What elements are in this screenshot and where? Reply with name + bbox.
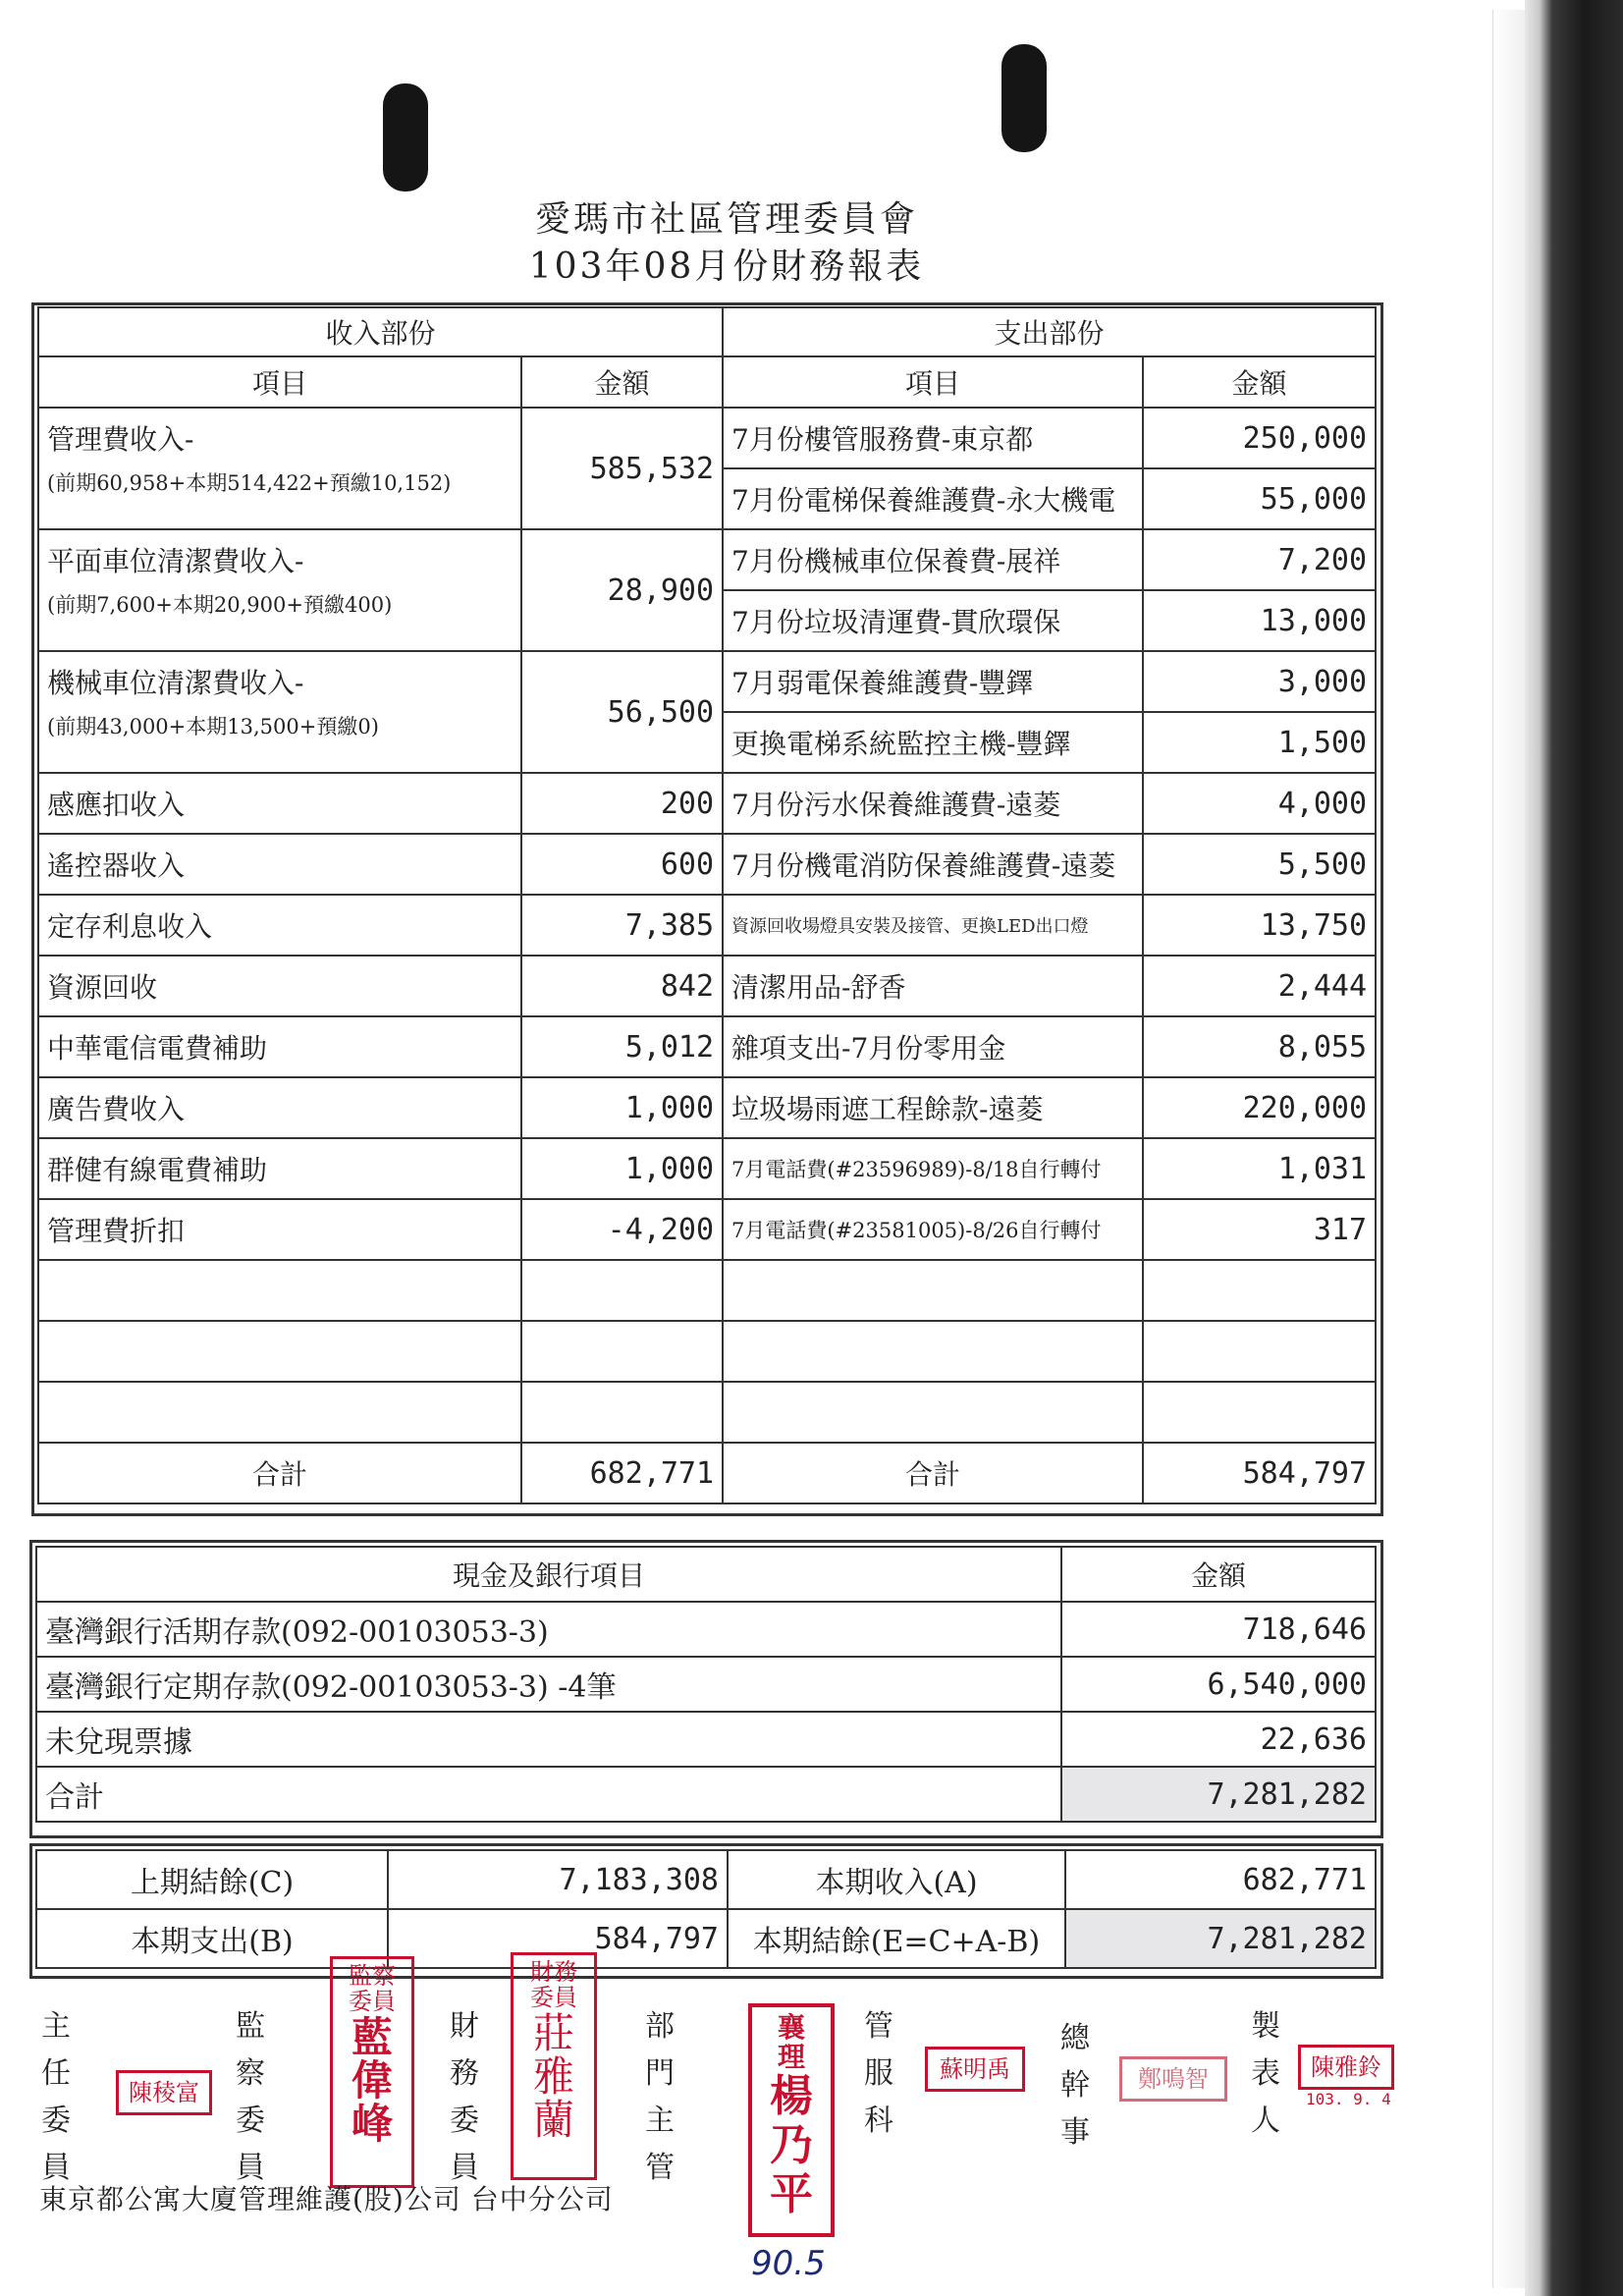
chair-seal-stamp: 陳稜富: [116, 2070, 212, 2115]
cash-bank-total-label: 合計: [36, 1767, 1061, 1822]
report-title: 愛瑪市社區管理委員會: [534, 199, 918, 240]
supervisor-signature-label: 監察委員: [236, 2009, 265, 2185]
income-section-header: 收入部份: [38, 307, 723, 356]
income-amount: 5,012: [521, 1016, 723, 1077]
income-amount-col-header: 金額: [521, 356, 723, 408]
income-item: 管理費折扣: [38, 1199, 521, 1260]
expense-item: 7月份電梯保養維護費-永大機電: [723, 468, 1143, 529]
expense-item: 7月份機械車位保養費-展祥: [723, 529, 1143, 590]
expense-amount: 7,200: [1143, 529, 1376, 590]
income-total: 682,771: [521, 1443, 723, 1503]
expense-item: 7月弱電保養維護費-豐鐸: [723, 651, 1143, 712]
stamp-date: 103. 9. 4: [1306, 2090, 1391, 2108]
period-income-label: 本期收入(A): [728, 1850, 1065, 1909]
income-amount: 1,000: [521, 1138, 723, 1199]
prev-balance-value: 7,183,308: [388, 1850, 728, 1909]
income-group-detail: (前期60,958+本期514,422+預繳10,152): [47, 471, 452, 495]
income-group-detail: (前期43,000+本期13,500+預繳0): [47, 715, 379, 738]
income-item: 廣告費收入: [38, 1077, 521, 1138]
period-income-value: 682,771: [1065, 1850, 1376, 1909]
income-group-label: 機械車位清潔費收入-: [47, 667, 304, 699]
expense-amount: 8,055: [1143, 1016, 1376, 1077]
expense-item: 7月份垃圾清運費-貫欣環保: [723, 590, 1143, 651]
expense-total: 584,797: [1143, 1443, 1376, 1503]
expense-amount-col-header: 金額: [1143, 356, 1376, 408]
expense-amount: 2,444: [1143, 956, 1376, 1016]
cash-bank-item: 臺灣銀行定期存款(092-00103053-3) -4筆: [36, 1657, 1061, 1712]
cash-bank-total: 7,281,282: [1061, 1767, 1376, 1822]
cash-bank-amount: 718,646: [1061, 1602, 1376, 1657]
income-group-cell: [38, 651, 521, 773]
expense-item: 7月電話費(#23581005)-8/26自行轉付: [723, 1199, 1143, 1260]
income-item: 資源回收: [38, 956, 521, 1016]
expense-item: 7月份機電消防保養維護費-遠菱: [723, 834, 1143, 895]
treasurer-seal-name: 莊雅蘭: [532, 2009, 574, 2144]
expense-section-header: 支出部份: [723, 307, 1376, 356]
expense-item: 7月電話費(#23596989)-8/18自行轉付: [723, 1138, 1143, 1199]
expense-item-col-header: 項目: [723, 356, 1143, 408]
dept-head-signature-label: 部門主管: [645, 2009, 675, 2185]
treasurer-seal-stamp: [511, 1952, 597, 2180]
current-balance-label: 本期結餘(E=C+A-B): [728, 1909, 1065, 1968]
balance-table: [35, 1849, 1377, 1969]
cash-bank-item: 未兌現票據: [36, 1712, 1061, 1767]
income-item: 定存利息收入: [38, 895, 521, 956]
cash-bank-amount-header: 金額: [1061, 1547, 1376, 1602]
expense-item: 資源回收場燈具安裝及接管、更換LED出口燈: [723, 895, 1143, 956]
income-amount: 1,000: [521, 1077, 723, 1138]
expense-amount: 13,750: [1143, 895, 1376, 956]
chair-signature-label: 主任委員: [41, 2009, 71, 2185]
income-expense-table: [37, 306, 1377, 1504]
cash-bank-amount: 22,636: [1061, 1712, 1376, 1767]
manager-seal-role: 襄理: [777, 2011, 805, 2073]
income-item: 遙控器收入: [38, 834, 521, 895]
cash-bank-amount: 6,540,000: [1061, 1657, 1376, 1712]
company-footer: 東京都公寓大廈管理維護(股)公司 台中分公司: [39, 2183, 614, 2215]
empty-row: [38, 1260, 1376, 1321]
supervisor-seal-name: 藍偉峰: [351, 2013, 393, 2148]
income-group-label: 管理費收入-: [47, 423, 194, 456]
income-total-label: 合計: [38, 1443, 521, 1503]
expense-item: 雜項支出-7月份零用金: [723, 1016, 1143, 1077]
expense-total-label: 合計: [723, 1443, 1143, 1503]
manager-seal-stamp: [748, 2003, 835, 2237]
supervisor-seal-stamp: [330, 1956, 414, 2188]
general-affairs-signature-label: 總幹事: [1060, 2021, 1090, 2150]
cash-bank-header: 現金及銀行項目: [36, 1547, 1061, 1602]
binder-spine: [1525, 0, 1623, 2296]
expense-amount: 1,500: [1143, 712, 1376, 773]
income-item: 中華電信電費補助: [38, 1016, 521, 1077]
report-subtitle: 103年08月份財務報表: [528, 246, 925, 287]
current-balance-value: 7,281,282: [1065, 1909, 1376, 1968]
preparer-signature-label: 製表人: [1251, 2009, 1280, 2138]
income-amount: 200: [521, 773, 723, 834]
period-expense-label: 本期支出(B): [36, 1909, 388, 1968]
service-section-signature-label: 管服科: [864, 2009, 893, 2138]
cash-bank-table: [35, 1546, 1377, 1823]
expense-amount: 250,000: [1143, 408, 1376, 468]
income-item-col-header: 項目: [38, 356, 521, 408]
empty-row: [38, 1382, 1376, 1443]
empty-row: [38, 1321, 1376, 1382]
income-amount: 600: [521, 834, 723, 895]
general-affairs-seal-stamp: 鄭鳴智: [1119, 2056, 1227, 2102]
service-seal-stamp: 蘇明禹: [925, 2047, 1025, 2092]
expense-amount: 220,000: [1143, 1077, 1376, 1138]
income-group-label: 平面車位清潔費收入-: [47, 545, 304, 577]
income-group-amount: 28,900: [521, 529, 723, 651]
expense-amount: 4,000: [1143, 773, 1376, 834]
cash-bank-item: 臺灣銀行活期存款(092-00103053-3): [36, 1602, 1061, 1657]
income-group-amount: 56,500: [521, 651, 723, 773]
expense-item: 更換電梯系統監控主機-豐鐸: [723, 712, 1143, 773]
preparer-seal-stamp: 陳雅鈴: [1298, 2045, 1394, 2090]
income-group-cell: [38, 529, 521, 651]
treasurer-signature-label: 財務委員: [450, 2009, 479, 2185]
treasurer-seal-role: 財務委員: [530, 1958, 577, 2011]
expense-item: 7月份污水保養維護費-遠菱: [723, 773, 1143, 834]
income-item: 群健有線電費補助: [38, 1138, 521, 1199]
expense-item: 垃圾場雨遮工程餘款-遠菱: [723, 1077, 1143, 1138]
expense-amount: 1,031: [1143, 1138, 1376, 1199]
expense-amount: 317: [1143, 1199, 1376, 1260]
period-expense-value: 584,797: [388, 1909, 728, 1968]
expense-item: 清潔用品-舒香: [723, 956, 1143, 1016]
expense-amount: 55,000: [1143, 468, 1376, 529]
income-amount: 7,385: [521, 895, 723, 956]
expense-amount: 13,000: [1143, 590, 1376, 651]
expense-amount: 5,500: [1143, 834, 1376, 895]
expense-item: 7月份樓管服務費-東京都: [723, 408, 1143, 468]
income-group-cell: [38, 408, 521, 529]
prev-balance-label: 上期結餘(C): [36, 1850, 388, 1909]
supervisor-seal-role: 監察委員: [349, 1962, 396, 2015]
binder-ring-left: [383, 83, 428, 191]
manager-seal-name: 楊乃平: [770, 2071, 813, 2219]
income-group-detail: (前期7,600+本期20,900+預繳400): [47, 593, 393, 617]
handwritten-note: 90.5: [751, 2244, 826, 2283]
binder-ring-right: [1001, 44, 1047, 152]
income-item: 感應扣收入: [38, 773, 521, 834]
income-amount: -4,200: [521, 1199, 723, 1260]
income-group-amount: 585,532: [521, 408, 723, 529]
expense-amount: 3,000: [1143, 651, 1376, 712]
income-amount: 842: [521, 956, 723, 1016]
